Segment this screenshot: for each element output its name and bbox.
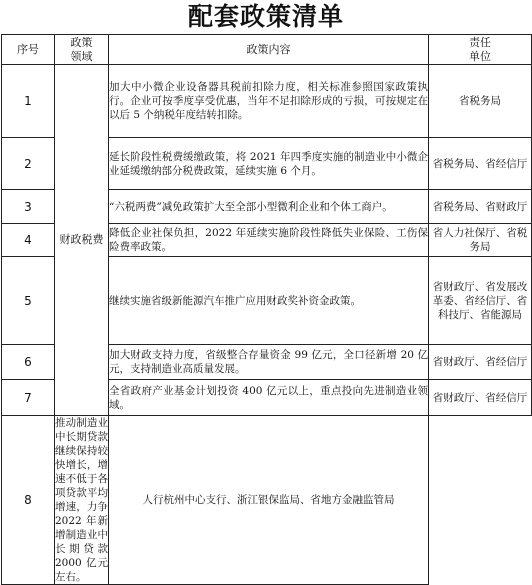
header-content: 政策内容 [109, 35, 429, 65]
responsible-unit: 省财政厅、省经信厅 [429, 380, 532, 416]
policy-content: 降低企业社保负担，2022 年延续实施阶段性降低失业保险、工伤保险费率政策。 [109, 224, 429, 257]
responsible-unit: 省税务局 [429, 65, 532, 138]
responsible-unit: 省税务局、省财政厅 [429, 190, 532, 224]
row-number: 7 [2, 380, 55, 416]
policy-content: 全省政府产业基金计划投资 400 亿元以上，重点投向先进制造业领域。 [109, 380, 429, 416]
policy-table [1, 34, 532, 585]
policy-content: 加大财政支持力度，省级整合存量资金 99 亿元，全口径新增 20 亿元，支持制造业高质量发展。 [109, 345, 429, 380]
table-header-row [2, 35, 532, 65]
responsible-unit: 省财政厅、省发展改革委、省经信厅、省科技厅、省能源局 [429, 257, 532, 345]
policy-content: 继续实施省级新能源汽车推广应用财政奖补资金政策。 [109, 257, 429, 345]
responsible-unit: 省财政厅、省经信厅 [429, 345, 532, 380]
header-unit [429, 35, 532, 65]
policy-content: 加大中小微企业设备器具税前扣除力度，相关标准参照国家政策执行。企业可按季度享受优惠，当年不足扣除形成的亏损，可按规定在以后 5 个纳税年度结转扣除。 [109, 65, 429, 138]
table-row [2, 65, 532, 138]
responsible-unit: 人行杭州中心支行、浙江银保监局、省地方金融监管局 [109, 416, 429, 585]
row-number: 8 [2, 416, 55, 585]
page-title: 配套政策清单 [187, 2, 344, 31]
header-no: 序号 [2, 35, 55, 65]
header-unit-line2: 单位 [469, 49, 491, 63]
row-number: 5 [2, 257, 55, 345]
row-number: 1 [2, 65, 55, 138]
policy-content: 推动制造业中长期贷款继续保持较快增长，增速不低于各项贷款平均增速，力争 2022 年新增制造业中长期贷款 2000 亿元左右。 [55, 417, 108, 583]
responsible-unit: 省人力社保厅、省税务局 [429, 224, 532, 257]
header-field [55, 35, 109, 65]
policy-content: “六税两费”减免政策扩大至全部小型微利企业和个体工商户。 [109, 190, 429, 224]
responsible-unit: 省税务局、省经信厅 [429, 138, 532, 190]
row-number: 4 [2, 224, 55, 257]
row-number: 3 [2, 190, 55, 224]
header-field-line1: 政策 [70, 35, 93, 49]
header-field-line2: 领域 [70, 49, 93, 63]
policy-content: 延长阶段性税费缓缴政策，将 2021 年四季度实施的制造业中小微企业延缓缴纳部分税费政策，延续实施 6 个月。 [109, 138, 429, 190]
header-unit-line1: 责任 [469, 35, 491, 49]
row-number: 6 [2, 345, 55, 380]
table-row [2, 416, 532, 585]
policy-field-cell: 财政税费 [55, 65, 109, 416]
row-number: 2 [2, 138, 55, 190]
